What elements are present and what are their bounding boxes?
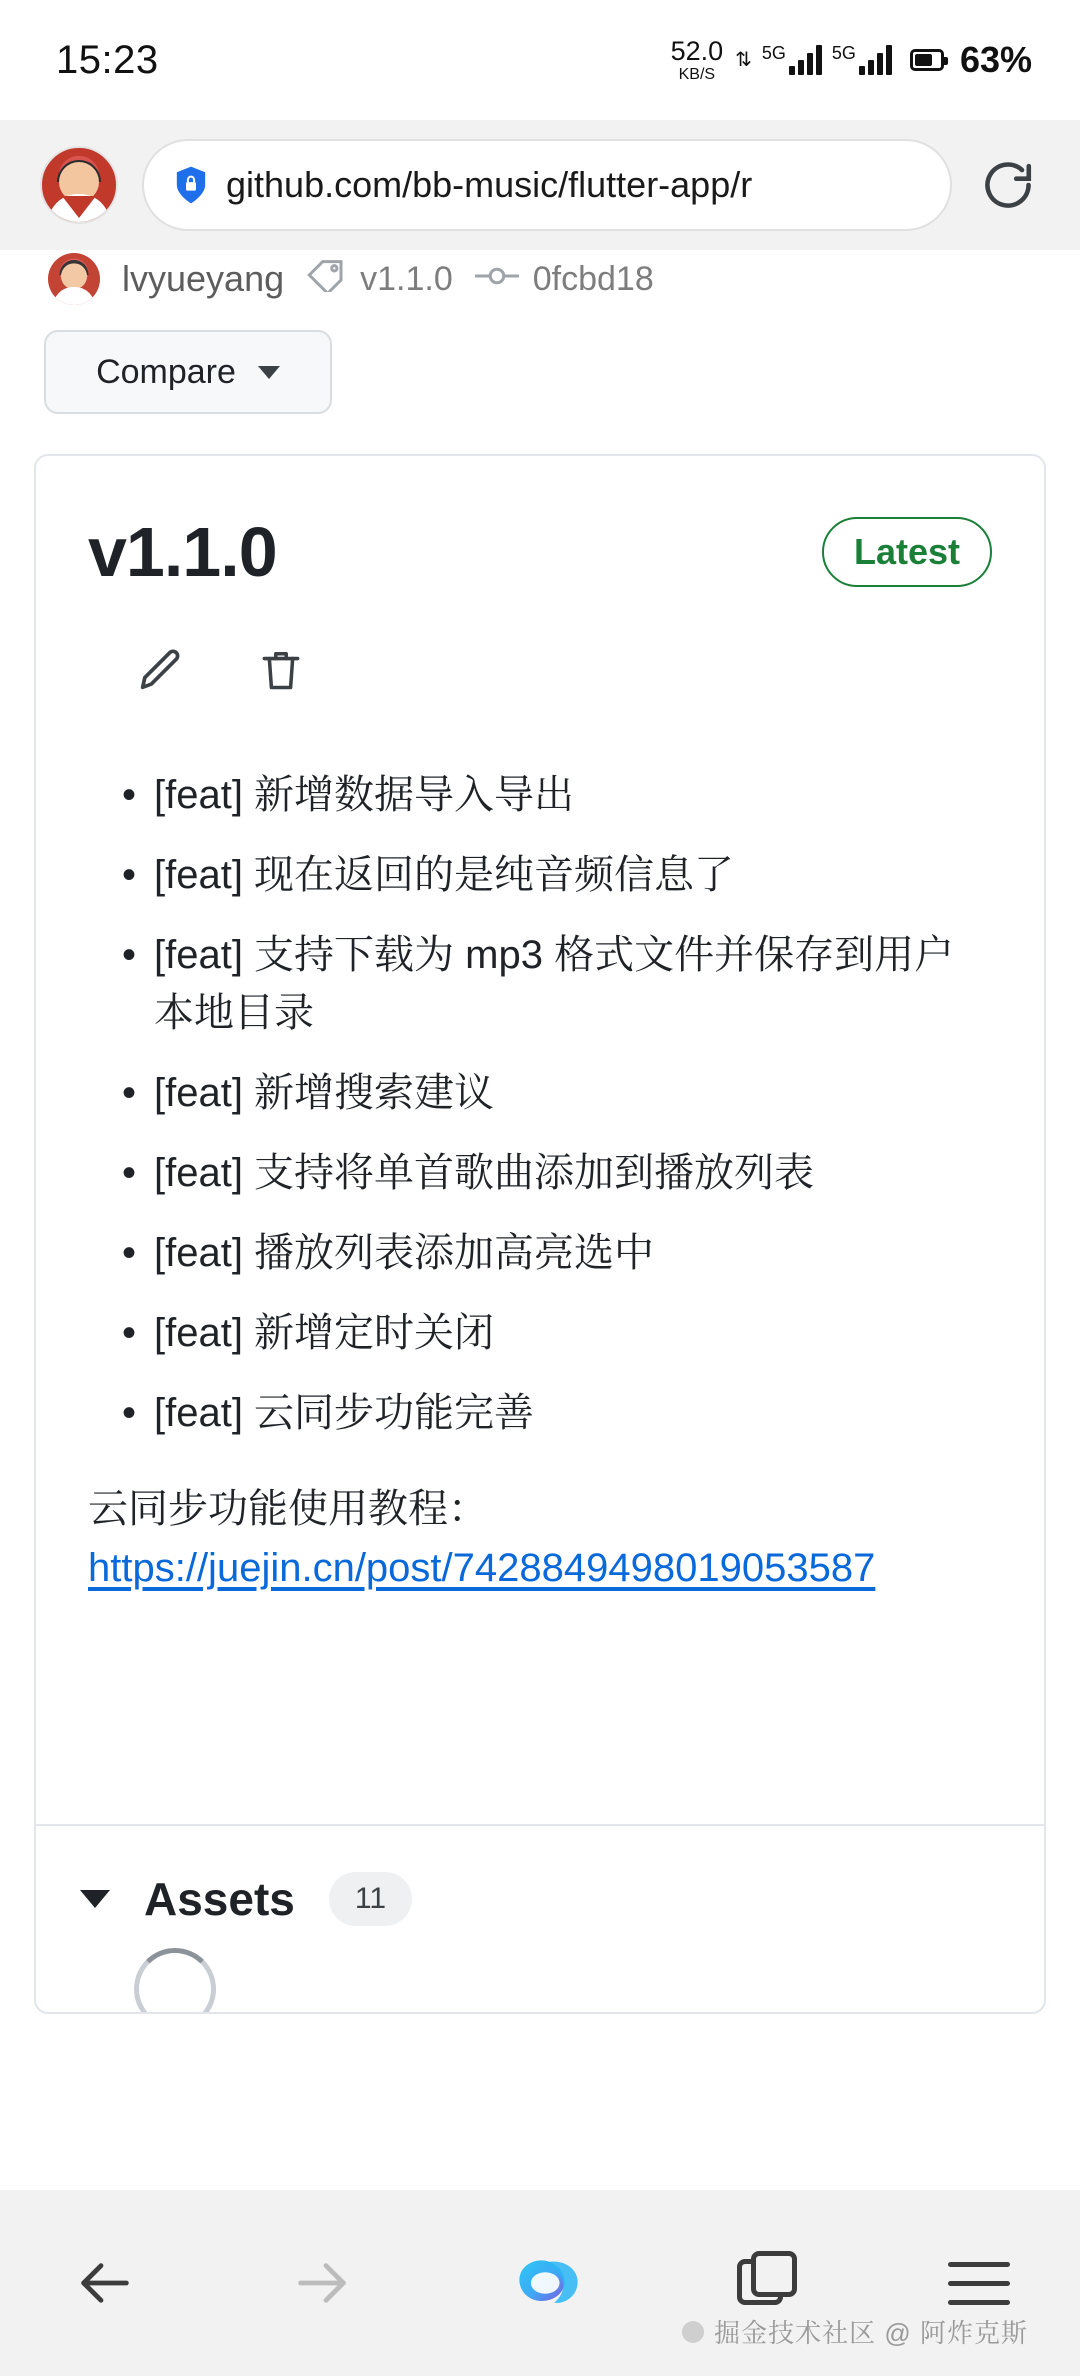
page-content xyxy=(0,250,1080,2190)
network-speed xyxy=(670,35,724,83)
commit-icon xyxy=(475,260,519,299)
list-item: • [feat] 现在返回的是纯音频信息了 xyxy=(88,846,992,904)
chevron-down-icon xyxy=(258,366,280,379)
tag-icon xyxy=(306,258,346,301)
tag-label: v1.1.0 xyxy=(360,259,453,298)
list-item: • [feat] 播放列表添加高亮选中 xyxy=(88,1224,992,1282)
tutorial-link[interactable]: https://juejin.cn/post/7428849498019053587 xyxy=(88,1546,876,1590)
status-indicators xyxy=(670,35,1032,83)
release-notes-list xyxy=(88,766,992,1442)
compare-button[interactable] xyxy=(44,330,332,414)
shield-lock-icon xyxy=(174,165,208,205)
list-item: • [feat] 新增搜索建议 xyxy=(88,1064,992,1122)
loading-spinner-icon xyxy=(134,1948,216,2014)
tabs-icon[interactable] xyxy=(737,2251,801,2315)
reload-icon[interactable] xyxy=(976,153,1040,217)
browser-toolbar xyxy=(0,120,1080,250)
signal-bars-icon xyxy=(859,45,892,75)
pencil-icon[interactable] xyxy=(134,644,190,700)
arrow-right-icon[interactable] xyxy=(287,2248,357,2318)
release-header xyxy=(88,512,992,592)
watermark-dot-icon xyxy=(682,2321,704,2343)
list-item: • [feat] 支持下载为 mp3 格式文件并保存到用户本地目录 xyxy=(88,926,992,1042)
network-speed-unit: KB/S xyxy=(678,65,716,83)
release-title: v1.1.0 xyxy=(88,513,277,591)
list-item: • [feat] 新增定时关闭 xyxy=(88,1304,992,1362)
assets-divider xyxy=(36,1824,1044,1826)
compare-button-label: Compare xyxy=(96,352,236,391)
status-bar xyxy=(0,0,1080,120)
profile-avatar[interactable] xyxy=(40,146,118,224)
status-badge: Latest xyxy=(822,517,992,587)
list-item: • [feat] 云同步功能完善 xyxy=(88,1384,992,1442)
assets-count-badge: 11 xyxy=(329,1872,412,1926)
sim2-network-label: 5G xyxy=(831,43,856,63)
address-bar[interactable] xyxy=(142,139,952,231)
hamburger-menu-icon[interactable] xyxy=(948,2262,1010,2305)
watermark xyxy=(682,2313,1028,2350)
copilot-icon[interactable] xyxy=(504,2240,590,2326)
status-time: 15:23 xyxy=(56,37,159,82)
tutorial-text: 云同步功能使用教程： xyxy=(88,1487,488,1531)
commit-hash: 0fcbd18 xyxy=(532,259,654,298)
assets-section-header[interactable] xyxy=(80,1872,412,1926)
tag-meta[interactable] xyxy=(306,258,453,301)
release-actions xyxy=(134,644,992,700)
release-notes xyxy=(88,766,992,1598)
signal-bars-icon xyxy=(789,45,822,75)
assets-label: Assets xyxy=(144,1873,295,1925)
release-card xyxy=(34,454,1046,2014)
list-item: • [feat] 新增数据导入导出 xyxy=(88,766,992,824)
battery-percent: 63% xyxy=(959,39,1032,80)
battery-icon xyxy=(910,49,944,71)
data-transfer-icon: ⇅ xyxy=(735,49,752,71)
commit-meta[interactable] xyxy=(475,260,654,299)
arrow-left-icon[interactable] xyxy=(70,2248,140,2318)
list-item: • [feat] 支持将单首歌曲添加到播放列表 xyxy=(88,1144,992,1202)
author-avatar[interactable] xyxy=(48,253,100,305)
release-meta-row xyxy=(34,252,1046,306)
watermark-text: 掘金技术社区 @ 阿炸克斯 xyxy=(714,2318,1028,2348)
caret-down-icon xyxy=(80,1890,110,1908)
sim2-signal xyxy=(832,45,892,75)
sim1-signal xyxy=(762,45,822,75)
sim1-network-label: 5G xyxy=(761,43,786,63)
network-speed-value: 52.0 xyxy=(670,35,724,66)
url-text: github.com/bb-music/flutter-app/r xyxy=(226,164,753,205)
author-name[interactable]: lvyueyang xyxy=(122,258,285,299)
trash-icon[interactable] xyxy=(256,644,312,700)
